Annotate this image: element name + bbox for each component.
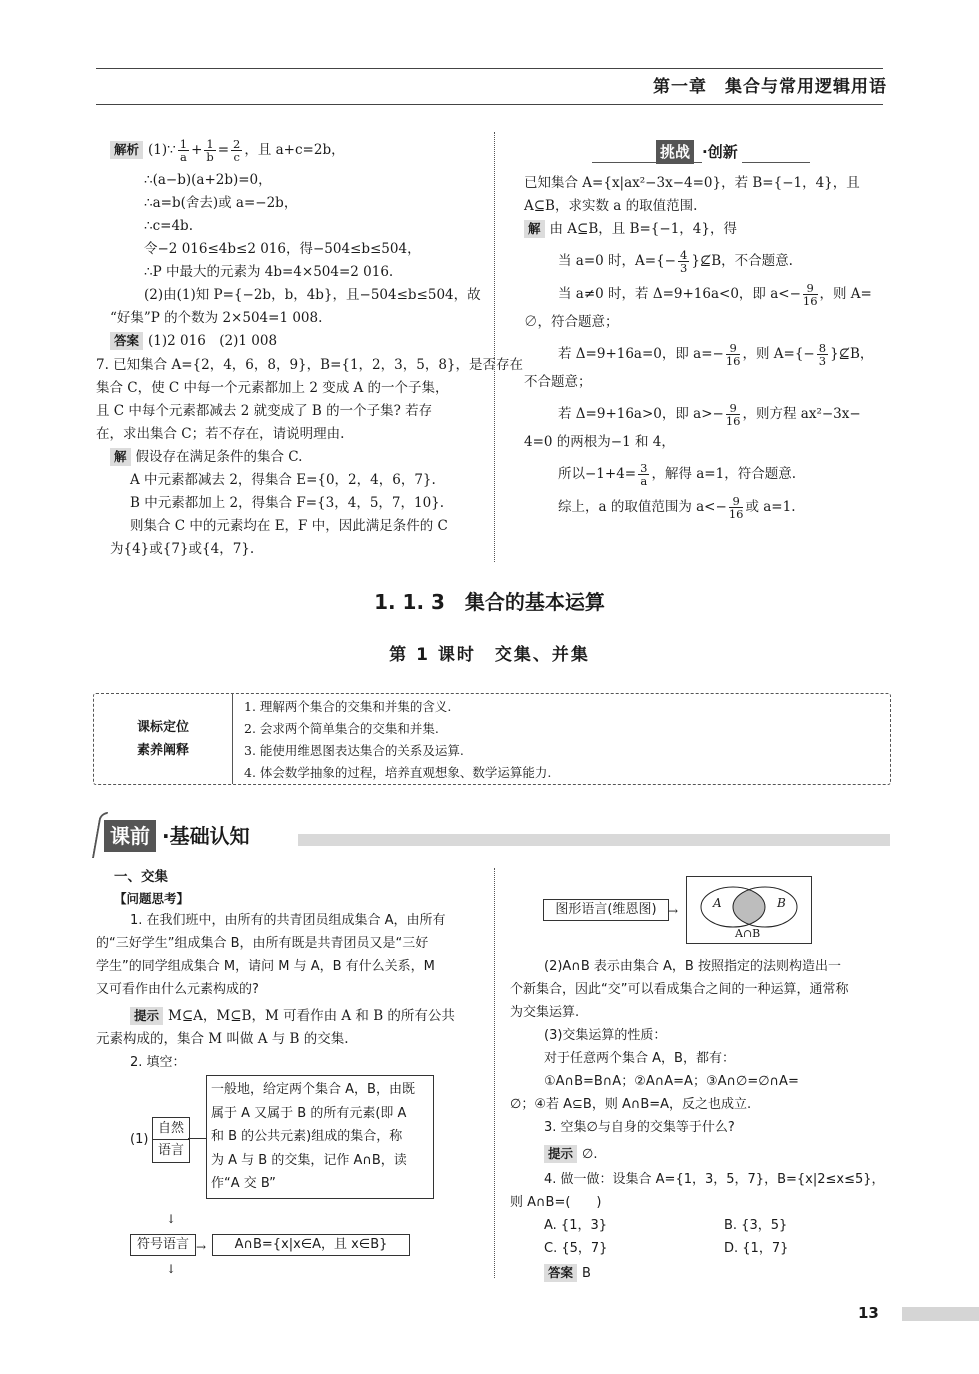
down-arrow-icon: ↓ <box>166 1212 177 1226</box>
definition-box <box>206 1075 434 1199</box>
text-line: ①A∩B=B∩A；②A∩A=A；③A∩∅=∅∩A= <box>544 1074 799 1089</box>
fraction: $\frac{3}{a}$ <box>640 461 648 488</box>
text-line: B 中元素都加上 2，得集合 F={3，4，5，7，10}. <box>130 495 445 511</box>
text-line: 1. 在我们班中，由所有的共青团员组成集合 A，由所有 <box>130 913 446 928</box>
challenge-badge: 挑战 <box>656 140 694 164</box>
venn-label-a: A <box>713 896 722 910</box>
down-arrow-icon: ↓ <box>166 1262 177 1276</box>
definition-line: 属于 A 又属于 B 的所有元素(即 A <box>211 1105 407 1121</box>
option-a: A. {1，3} <box>544 1218 608 1233</box>
goals-list <box>244 696 551 784</box>
option-c: C. {5，7} <box>544 1241 608 1256</box>
definition-line: 一般地，给定两个集合 A，B，由既 <box>211 1082 415 1097</box>
definition-line: 作“A 交 B” <box>211 1176 276 1191</box>
band-bar <box>298 834 890 846</box>
text-line: 为{4}或{7}或{4，7}. <box>110 541 255 557</box>
left-top-column: 解析 (1)∵ $\frac{1}{a}$ + $\frac{1}{b}$ = $\frac{2}{c}$ ，且 a+c=2b， ∴(a−b)(a+2b)=0， ∴a=b(舍去)或 a=−2b， ∴c=4b. 令−2 016≤4b≤2 016，得−504≤b≤504， ∴P 中最大的元素为 4b=4×504=2 016. (2)由(1)知 P={−2b，b，4b}，且−504≤b≤504，故 “好集”P 的个数为 2×504=1 008. 答案 (1)2 016 (2)1 008 <box>110 138 485 353</box>
text-line: (2)由(1)知 P={−2b，b，4b}，且−504≤b≤504，故 <box>144 287 481 303</box>
left-bottom-column <box>96 866 486 1074</box>
text-line: ∅，符合题意； <box>524 314 619 330</box>
fraction: $\frac{9}{16}$ <box>728 494 744 521</box>
text-line: 集合 C，使 C 中每一个元素都加上 2 变成 A 的一个子集， <box>96 380 449 396</box>
answer-tag: 答案 <box>110 332 143 350</box>
text-line: ∴a=b(舍去)或 a=−2b， <box>144 195 298 211</box>
text-line: 元素构成的，集合 M 叫做 A 与 B 的交集. <box>96 1031 349 1047</box>
text-line: (2)A∩B 表示由集合 A，B 按照指定的法则构造出一 <box>544 959 841 974</box>
venn-label-b: B <box>777 896 786 910</box>
innovation-label: ·创新 <box>702 140 742 164</box>
text-line: “好集”P 的个数为 2×504=1 008. <box>110 310 323 326</box>
venn-diagram-box <box>686 876 812 944</box>
hint-tag: 提示 <box>544 1145 577 1163</box>
fraction: $\frac{8}{3}$ <box>818 341 827 368</box>
text-line: 的“三好学生”组成集合 B，由所有既是共青团员又是“三好 <box>96 936 429 951</box>
text-line: ∴P 中最大的元素为 4b=4×504=2 016. <box>144 264 394 280</box>
text-line: A⊆B，求实数 a 的取值范围. <box>524 198 698 214</box>
goal-item: 4. 体会数学抽象的过程，培养直观想象、数学运算能力. <box>244 765 552 780</box>
text: 假设存在满足条件的集合 C. <box>135 449 303 465</box>
text-line: 4=0 的两根为−1 和 4， <box>524 434 675 450</box>
text-line: ∴c=4b. <box>144 218 193 234</box>
page-number: 13 <box>858 1304 879 1322</box>
natural-language-box: 自然 语言 <box>152 1117 190 1163</box>
page-bar <box>902 1307 979 1321</box>
text-line: 为交集运算. <box>510 1005 580 1020</box>
text-line: 学生”的同学组成集合 M，请问 M 与 A，B 有什么关系，M <box>96 959 435 974</box>
badge-rule <box>592 162 810 163</box>
right-arrow-icon: → <box>196 1240 207 1254</box>
text-line: (3)交集运算的性质： <box>544 1028 667 1043</box>
text-line: 又可看作由什么元素构成的? <box>96 982 259 997</box>
fraction: $\frac{1}{a}$ <box>179 137 188 164</box>
text-line: 3. 空集∅与自身的交集等于什么? <box>544 1120 735 1135</box>
text-line: 7. 已知集合 A={2，4，6，8，9}，B={1，2，3，5，8}，是否存在 <box>96 357 524 373</box>
lesson-title: 第 1 课时 交集、并集 <box>389 645 590 665</box>
heading-questions: 【问题思考】 <box>114 891 190 906</box>
fraction: $\frac{2}{c}$ <box>233 137 241 164</box>
solution-tag: 解 <box>524 220 545 238</box>
band-text: ·基础认知 <box>162 824 250 848</box>
option-b: B. {3，5} <box>724 1218 788 1233</box>
symbol-definition: A∩B={x|x∈A，且 x∈B} <box>212 1234 410 1256</box>
answer-tag: 答案 <box>544 1264 577 1282</box>
answer-text: B <box>582 1266 591 1281</box>
text: ∅. <box>582 1147 598 1162</box>
text-line: 对于任意两个集合 A，B，都有： <box>544 1051 735 1066</box>
right-top-column: 已知集合 A={x|ax²−3x−4=0}，若 B={−1，4}，且 A⊆B，求实数 a 的取值范围. 解 由 A⊆B，且 B={−1，4}，得 当 a=0 时，A={− $\frac{4}{3}$ }⊈B，不合题意. 当 a≠0 时，若 Δ=9+16a<0，即 a<− $\frac{9}{16}$ ，则 A= ∅，符合题意； 若 Δ=9+16a=0，即 a=− $\frac{9}{16}$ ，则 A={− $\frac{8}{3}$ }⊈B， 不合题意； 若 Δ=9+16a>0，即 a>− $\frac{9}{16}$ ，则方程 ax²−3x− 4=0 的两根为−1 和 4， 所以−1+4= $\frac{3}{a}$ ，解得 a=1，符合题意. 综上，a 的取值范围为 a<− $\frac{9}{16}$ 或 a=1. <box>524 172 894 520</box>
fraction: $\frac{9}{16}$ <box>802 281 818 308</box>
text-line: 4. 做一做：设集合 A={1，3，5，7}，B={x|2≤x≤5}， <box>544 1172 885 1187</box>
goal-item: 1. 理解两个集合的交集和并集的含义. <box>244 699 452 714</box>
goals-box <box>93 693 891 785</box>
arrow-line <box>188 1138 206 1139</box>
right-arrow-icon: → <box>668 904 679 918</box>
analysis-tag: 解析 <box>110 141 143 159</box>
goals-label: 课标定位 素养阐释 <box>94 694 233 784</box>
fraction: $\frac{9}{16}$ <box>725 401 741 428</box>
band-dark-label: 课前 <box>104 820 156 852</box>
text: (1)∵ <box>148 142 176 158</box>
question-7 <box>96 354 524 561</box>
text-line: 则集合 C 中的元素均在 E，F 中，因此满足条件的 C <box>130 518 448 534</box>
text-line: 2. 填空： <box>130 1055 186 1070</box>
section-title: 1. 1. 3 集合的基本运算 <box>374 590 605 614</box>
goal-item: 3. 能使用维恩图表达集合的关系及运算. <box>244 743 464 758</box>
text-line: 令−2 016≤4b≤2 016，得−504≤b≤504， <box>144 241 421 257</box>
graphic-language-label: 图形语言(维恩图) <box>543 899 669 921</box>
header-rule-top <box>96 68 883 69</box>
text-line: ∴(a−b)(a+2b)=0， <box>144 172 272 188</box>
definition-line: 和 B 的公共元素)组成的集合，称 <box>211 1129 403 1144</box>
text-line: 在，求出集合 C；若不存在，请说明理由. <box>96 426 345 442</box>
fraction: $\frac{1}{b}$ <box>206 137 214 164</box>
column-divider <box>494 132 495 562</box>
text: 由 A⊆B，且 B={−1，4}，得 <box>549 221 737 237</box>
definition-line: 为 A 与 B 的交集，记作 A∩B，读 <box>211 1152 407 1168</box>
text-line: 则 A∩B=( ) <box>510 1195 602 1210</box>
section-band <box>96 812 890 858</box>
goal-item: 2. 会求两个简单集合的交集和并集. <box>244 721 439 736</box>
item-number: (1) <box>130 1132 149 1147</box>
solution-tag: 解 <box>110 448 131 466</box>
text-line: ∅；④若 A⊆B，则 A∩B=A，反之也成立. <box>510 1097 752 1112</box>
text-line: A 中元素都减去 2，得集合 E={0，2，4，6，7}. <box>130 472 436 488</box>
hint-tag: 提示 <box>130 1007 163 1025</box>
text: M⊆A，M⊆B，M 可看作由 A 和 B 的所有公共 <box>168 1008 455 1024</box>
option-d: D. {1，7} <box>724 1241 789 1256</box>
header-rule-bottom <box>96 104 883 105</box>
text-line: 个新集合，因此“交”可以看成集合之间的一种运算，通常称 <box>510 982 849 997</box>
right-bottom-column <box>510 955 894 1285</box>
text-line: 已知集合 A={x|ax²−3x−4=0}，若 B={−1，4}，且 <box>524 175 860 191</box>
fraction: $\frac{9}{16}$ <box>725 341 741 368</box>
venn-label-ab: A∩B <box>735 927 761 940</box>
answer-text: (1)2 016 (2)1 008 <box>148 333 278 349</box>
symbol-language-label: 符号语言 <box>130 1234 196 1256</box>
fraction: $\frac{4}{3}$ <box>680 248 688 275</box>
chapter-title: 第一章 集合与常用逻辑用语 <box>653 77 887 97</box>
text-line: 且 C 中每个元素都减去 2 就变成了 B 的一个子集? 若存 <box>96 403 433 419</box>
text-line: 不合题意； <box>524 374 592 390</box>
heading-intersection: 一、交集 <box>114 869 168 885</box>
column-divider <box>494 868 495 1278</box>
